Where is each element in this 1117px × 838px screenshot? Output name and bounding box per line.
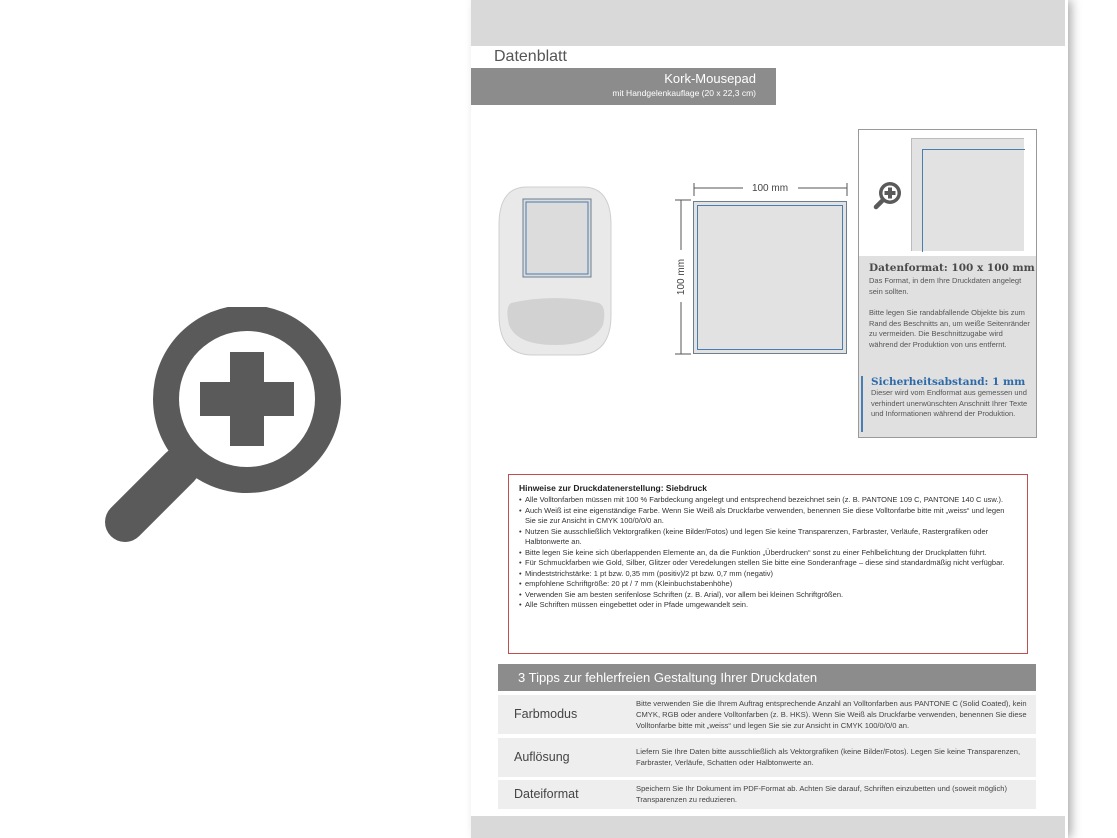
product-subtitle: mit Handgelenkauflage (20 x 22,3 cm)	[612, 88, 756, 98]
tip-text: Liefern Sie Ihre Daten bitte ausschließlich als Vektorgrafiken (keine Bilder/Fotos). Legen Sie keine Transparenzen, Farbraster, Verläufe, Schatten oder Halbtonwerte an.	[636, 747, 1021, 767]
hint-item: • empfohlene Schriftgröße: 20 pt / 7 mm (Kleinbuchstabenhöhe)	[519, 579, 1017, 590]
product-title: Kork-Mousepad	[664, 71, 756, 86]
print-hints-box	[508, 474, 1028, 654]
mousepad-illustration	[497, 185, 613, 357]
tip-label: Dateiformat	[514, 787, 579, 801]
hint-item: • Alle Volltonfarben müssen mit 100 % Farbdeckung angelegt und entsprechend bezeichnet sein (z. B. PANTONE 109 C, PANTONE 140 C usw.).	[519, 495, 1017, 506]
zoom-in-icon[interactable]	[105, 307, 355, 547]
hint-item: • Verwenden Sie am besten serifenlose Schriften (z. B. Arial), vor allem bei kleinen Schriftgrößen.	[519, 590, 1017, 601]
hints-list	[519, 495, 1017, 611]
hint-item: • Nutzen Sie ausschließlich Vektorgrafiken (keine Bilder/Fotos) und legen Sie keine Transparenzen, Farbraster, Verläufe, Rastergrafiken oder Halbtonwerte an.	[519, 527, 1017, 548]
datasheet-tab: Datenblatt	[471, 46, 591, 68]
tip-label: Farbmodus	[514, 707, 578, 721]
format-text: Das Format, in dem Ihre Druckdaten angelegt sein sollten.	[869, 276, 1022, 296]
data-format-box	[858, 129, 1037, 438]
product-title-bar	[471, 68, 776, 105]
hint-item: • Alle Schriften müssen eingebettet oder in Pfade umgewandelt sein.	[519, 600, 1017, 611]
header-band	[471, 0, 1065, 46]
datasheet-page[interactable]	[471, 0, 1065, 838]
hint-item: • Bitte legen Sie keine sich überlappenden Elemente an, da die Funktion „Überdrucken“ sonst zu einer Fehlbelichtung der Druckplatten führt.	[519, 548, 1017, 559]
format-preview	[859, 130, 1036, 256]
zoom-in-icon[interactable]	[873, 180, 903, 210]
hint-item: • Auch Weiß ist eine eigenständige Farbe. Wenn Sie Weiß als Druckfarbe verwenden, benennen Sie diese Volltonfarbe bitte mit „weiss“ und legen Sie sie zur Ansicht in CMYK 100/0/0/0 an.	[519, 506, 1017, 527]
tip-row-farbmodus	[498, 695, 1036, 734]
tip-text: Speichern Sie Ihr Dokument im PDF-Format ab. Achten Sie darauf, Schriften einzubetten und (soweit möglich) Transparenzen zu reduzieren.	[636, 784, 1008, 804]
width-dimension	[693, 180, 848, 196]
hints-title: Hinweise zur Druckdatenerstellung: Siebdruck	[519, 483, 707, 493]
hint-item: • Für Schmuckfarben wie Gold, Silber, Glitzer oder Veredelungen stellen Sie bitte eine Sonderanfrage – diese sind standardmäßig nicht verfügbar.	[519, 558, 1017, 569]
width-label: 100 mm	[751, 183, 789, 194]
tips-heading: 3 Tipps zur fehlerfreien Gestaltung Ihrer Druckdaten	[498, 664, 1036, 691]
height-dimension	[671, 198, 691, 356]
bleed-text: Bitte legen Sie randabfallende Objekte bis zum Rand des Beschnitts an, um weiße Seitenränder zu vermeiden. Die Beschnittzugabe wird während der Produktion von uns entfernt.	[869, 308, 1030, 349]
safety-title: Sicherheitsabstand: 1 mm	[871, 376, 1026, 388]
safety-margin-line	[697, 205, 843, 350]
print-area-square	[693, 201, 847, 354]
safety-text: Dieser wird vom Endformat aus gemessen und verhindert unerwünschten Anschnitt Ihrer Texte und Informationen während der Produktion.	[871, 388, 1028, 418]
footer-band	[471, 816, 1065, 838]
hint-item: • Mindeststrichstärke: 1 pt bzw. 0,35 mm (positiv)/2 pt bzw. 0,7 mm (negativ)	[519, 569, 1017, 580]
tip-text: Bitte verwenden Sie die Ihrem Auftrag entsprechende Anzahl an Volltonfarben aus PANTONE C (Solid Coated), kein CMYK, RGB oder andere Volltonfarben (z. B. HKS). Wenn Sie Weiß als Druckfarbe verwenden, benennen Sie diese Volltonfarbe bitte mit „weiss“ und legen Sie sie zur Ansicht in CMYK 100/0/0/0 an.	[636, 699, 1027, 730]
format-title: Datenformat: 100 x 100 mm	[869, 262, 1035, 274]
tip-row-aufloesung	[498, 738, 1036, 777]
height-label: 100 mm	[676, 258, 687, 296]
tip-row-dateiformat	[498, 780, 1036, 809]
tip-label: Auflösung	[514, 750, 570, 764]
safety-margin-info	[861, 376, 1041, 432]
